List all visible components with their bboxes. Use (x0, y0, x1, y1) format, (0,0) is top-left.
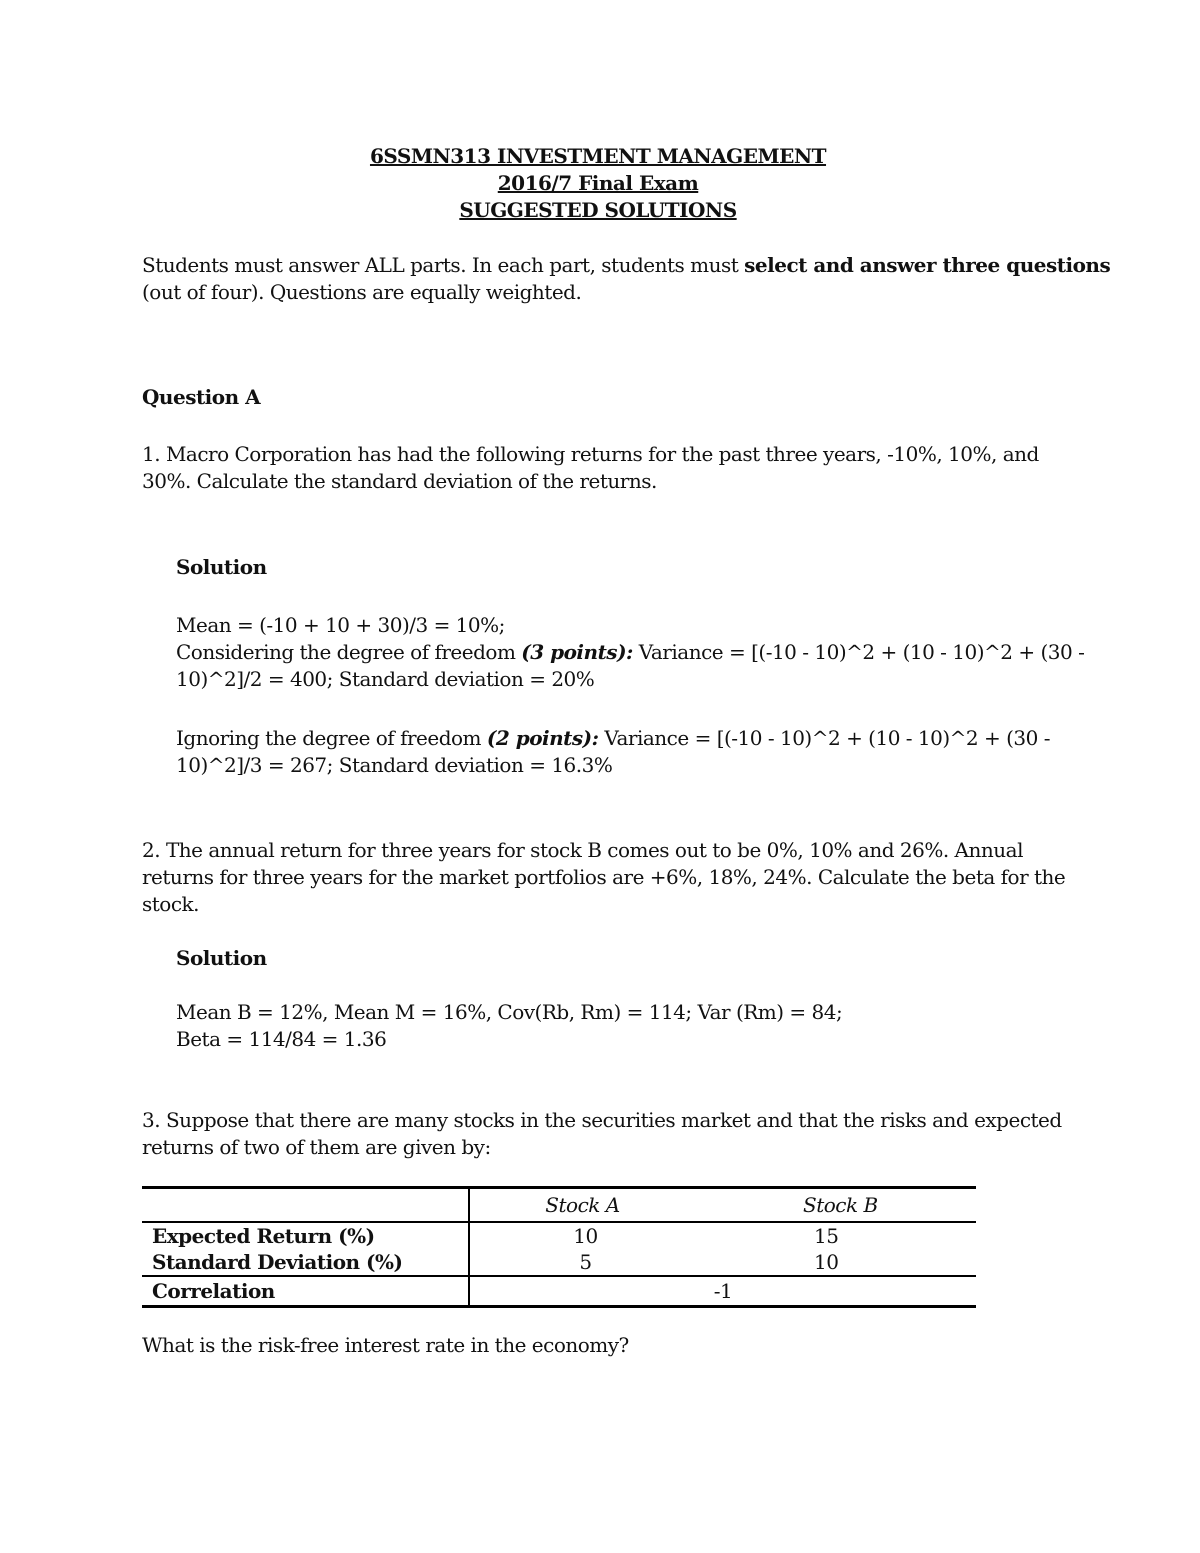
cell-stock-b: 15 (701, 1222, 976, 1249)
q3-text-line-1: 3. Suppose that there are many stocks in the securities market and that the risks and expected (142, 1108, 1062, 1132)
instructions-emphasis: select and answer three questions (744, 253, 1111, 277)
stocks-table (142, 1186, 976, 1308)
q1-solution-label: Solution (176, 555, 267, 579)
q1-dof-line-2: 10)^2]/2 = 400; Standard deviation = 20% (176, 667, 595, 691)
exam-title: 2016/7 Final Exam (497, 171, 699, 195)
cell-stock-a: 10 (469, 1222, 701, 1249)
q1-ignore-line-1 (176, 725, 1050, 752)
q1-dof-points: (3 points): (521, 640, 633, 664)
q3-question: What is the risk-free interest rate in the economy? (142, 1333, 629, 1357)
cell-stock-b: 10 (814, 1250, 839, 1274)
table-row (142, 1249, 976, 1276)
instructions-line-2: (out of four). Questions are equally weighted. (142, 280, 582, 304)
q2-solution-line-1: Mean B = 12%, Mean M = 16%, Cov(Rb, Rm) = 114; Var (Rm) = 84; (176, 1000, 843, 1024)
row-label: Expected Return (%) (142, 1222, 469, 1249)
q1-dof-line-1 (176, 639, 1084, 666)
q2-text-line-3: stock. (142, 892, 200, 916)
q1-text-line-2: 30%. Calculate the standard deviation of the returns. (142, 469, 657, 493)
q1-dof-formula: Variance = [(-10 - 10)^2 + (10 - 10)^2 + (30 - (632, 640, 1085, 664)
q1-dof-prefix: Considering the degree of freedom (176, 640, 522, 664)
q1-mean: Mean = (-10 + 10 + 30)/3 = 10%; (176, 613, 505, 637)
q2-text-line-1: 2. The annual return for three years for stock B comes out to be 0%, 10% and 26%. Annual (142, 838, 1023, 862)
q1-ignore-formula: Variance = [(-10 - 10)^2 + (10 - 10)^2 + (30 - (598, 726, 1050, 750)
table-header-row (142, 1188, 976, 1223)
table-correlation-row (142, 1276, 976, 1307)
col-stock-a: Stock A (466, 1188, 698, 1223)
q2-solution-label: Solution (176, 946, 267, 970)
correlation-label: Correlation (142, 1276, 469, 1307)
instructions-line-1 (142, 252, 1110, 279)
table-corner-cell (142, 1188, 469, 1223)
question-a-heading: Question A (142, 385, 261, 409)
solutions-title: SUGGESTED SOLUTIONS (459, 198, 737, 222)
course-title: 6SSMN313 INVESTMENT MANAGEMENT (369, 144, 827, 168)
correlation-value: -1 (469, 1276, 976, 1307)
q1-ignore-prefix: Ignoring the degree of freedom (176, 726, 487, 750)
q1-ignore-points: (2 points): (486, 726, 599, 750)
q1-ignore-line-2: 10)^2]/3 = 267; Standard deviation = 16.3% (176, 753, 613, 777)
q3-text-line-2: returns of two of them are given by: (142, 1135, 491, 1159)
q2-text-line-2: returns for three years for the market portfolios are +6%, 18%, 24%. Calculate the beta for the (142, 865, 1066, 889)
q2-solution-line-2: Beta = 114/84 = 1.36 (176, 1027, 387, 1051)
instructions-text: Students must answer ALL parts. In each part, students must (142, 253, 745, 277)
cell-stock-a: 5 (579, 1250, 592, 1274)
row-label: Standard Deviation (%) (142, 1249, 469, 1276)
table-row (142, 1222, 976, 1249)
q1-text-line-1: 1. Macro Corporation has had the following returns for the past three years, -10%, 10%, and (142, 442, 1039, 466)
col-stock-b: Stock B (701, 1188, 976, 1223)
